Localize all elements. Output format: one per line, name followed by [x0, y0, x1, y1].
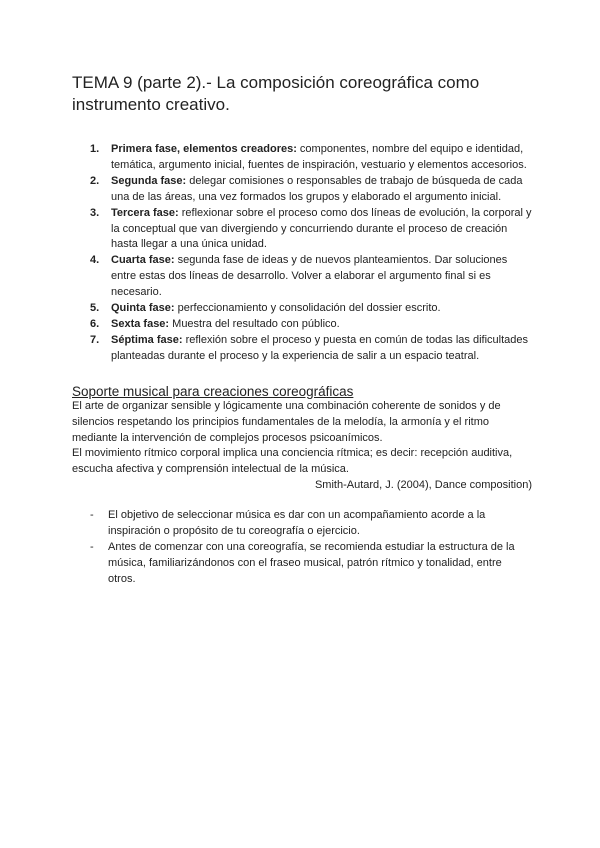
section-heading: Soporte musical para creaciones coreográficas: [72, 383, 354, 399]
dash-marker: -: [90, 540, 94, 553]
phase-number: 4.: [90, 254, 100, 267]
citation: Smith-Autard, J. (2004), Dance composition): [314, 479, 532, 492]
page-title-line-2: instrumento creativo.: [72, 95, 230, 114]
phase-text: perfeccionamiento y consolidación del dossier escrito.: [174, 302, 441, 315]
phase-label: Quinta fase:: [111, 302, 175, 315]
bullet-text: El objetivo de seleccionar música es dar con un acompañamiento acorde a la inspiración o propósito de tu coreografía o ejercicio.: [108, 509, 486, 538]
phase-item: [72, 317, 532, 333]
phase-number: 5.: [90, 302, 100, 315]
phase-text: delegar comisiones o responsables de trabajo de búsqueda de cada una de las áreas, una vez formados los grupos y elaborado el argumento inicial.: [111, 174, 523, 203]
phase-number: 1.: [90, 143, 100, 155]
phase-text: Muestra del resultado con público.: [169, 317, 340, 330]
phase-text: reflexión sobre el proceso y puesta en común de todas las dificultades planteadas durante el proceso y la experiencia de salir a un espacio teatral.: [111, 333, 529, 362]
phase-item: [72, 333, 532, 365]
bullet-item: [72, 540, 532, 588]
bullet-list: [72, 508, 532, 588]
phase-number: 7.: [90, 333, 100, 346]
phase-item: [72, 174, 532, 206]
phase-item: [72, 301, 532, 317]
phase-item: [72, 142, 532, 174]
phase-item: [72, 206, 532, 254]
section-paragraph-1: El arte de organizar sensible y lógicamente una combinación coherente de sonidos y de silencios respetando los principios fundamentales de la melodía, la armonía y el ritmo mediante la intervención de complejos procesos psicoanímicos.: [72, 399, 501, 444]
document-page: [72, 72, 532, 588]
phase-number: 2.: [90, 174, 100, 187]
phase-label: Cuarta fase:: [111, 254, 175, 267]
phase-label: Sexta fase:: [111, 317, 170, 330]
phase-item: [72, 253, 532, 301]
section-paragraph-2: El movimiento rítmico corporal implica una conciencia rítmica; es decir: recepción auditiva, escucha afectiva y comprensión intelectual de la música.: [72, 447, 513, 476]
phase-text: reflexionar sobre el proceso como dos líneas de evolución, la corporal y la conceptual que van divergiendo y concurriendo durante el proceso de creación hasta llegar a una única unidad.: [111, 206, 532, 251]
bullet-item: [72, 508, 532, 540]
phase-number: 3.: [90, 206, 100, 219]
page-title-line-1: TEMA 9 (parte 2).- La composición coreográfica como: [72, 73, 480, 92]
phase-list: [72, 142, 532, 365]
phase-text: segunda fase de ideas y de nuevos planteamientos. Dar soluciones entre estas dos líneas de desarrollo. Volver a elaborar el argumento final si es necesario.: [111, 254, 508, 299]
page-title: [72, 72, 532, 116]
phase-label: Primera fase, elementos creadores:: [111, 143, 297, 155]
phase-label: Segunda fase:: [111, 174, 187, 187]
phase-text: componentes, nombre del equipo e identidad, temática, argumento inicial, fuentes de inspiración, vestuario y elementos accesorios.: [111, 143, 527, 171]
phase-label: Séptima fase:: [111, 333, 183, 346]
phase-number: 6.: [90, 317, 100, 330]
phase-label: Tercera fase:: [111, 206, 179, 219]
dash-marker: -: [90, 509, 94, 522]
bullet-text: Antes de comenzar con una coreografía, se recomienda estudiar la estructura de la música, familiarizándonos con el fraseo musical, patrón rítmico y tonalidad, entre otros.: [108, 540, 515, 585]
